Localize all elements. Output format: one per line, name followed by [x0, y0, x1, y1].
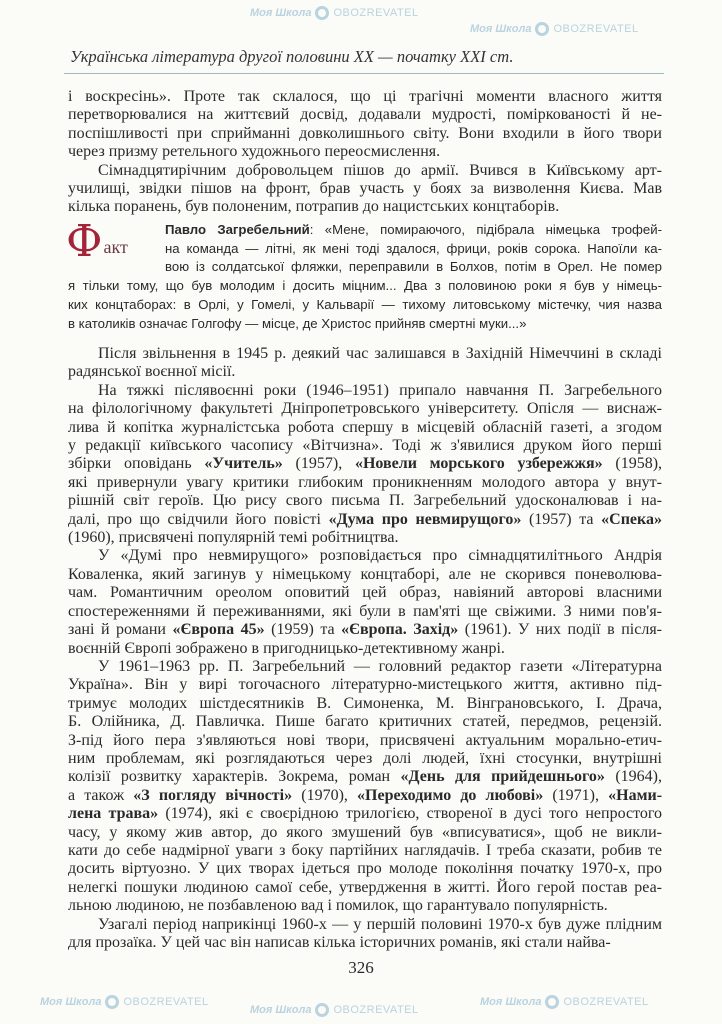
text-run: зані й романи [68, 621, 173, 639]
text-line [68, 750, 662, 768]
text-line [68, 419, 662, 437]
text-run: для прозаїка. У цей час він написав кілька історичних романів, які стали найва- [68, 934, 611, 951]
text-line [68, 455, 662, 473]
text-run: Україна». Він у вирі тогочасного літературно-мистецького життя, активно під- [68, 676, 662, 694]
text-run: досить віртуозно. У цих творах ідеться про молоде покоління початку 1970-х, про [68, 860, 662, 878]
text-line [68, 676, 662, 694]
text-run: У 1961–1963 рр. П. Загребельний — головний редактор газети «Літературна [98, 657, 662, 675]
text-run: я тільки тому, що був молодим і досить міцним... Два з половиною роки я був у німець- [68, 278, 662, 294]
text-line [68, 143, 662, 161]
text-line [68, 916, 662, 934]
text-run: (1958), [602, 455, 663, 473]
text-run: і воскресінь». Проте так склалося, що ці трагічні моменти власного життя [68, 88, 662, 105]
text-line [68, 88, 662, 106]
text-line [68, 125, 662, 143]
bold-title: «Новели морського узбережжя» [354, 455, 603, 473]
text-line [68, 437, 662, 455]
watermark [480, 995, 649, 1009]
text-run: кати до себе надмірної уваги з боку партійних наглядачів. І треба сказати, робив те [68, 841, 662, 859]
text-line [68, 529, 662, 547]
text-run: у редакції київського часопису «Вітчизна». Тоді ж з'явилися друком його перші [68, 437, 662, 455]
text-run: на команда — літні, як мені тоді здалося, фрици, років сорока. Напоїли ка- [165, 240, 662, 256]
text-run: вою із солдатської фляжки, переправили в Болхов, потім в Орел. Не помер [165, 259, 662, 275]
text-line [68, 787, 662, 805]
bold-title: лена трава» [68, 805, 159, 823]
text-run: (1960), присвячені популярній темі робітництва. [68, 529, 399, 547]
text-run: (1961). У них події в після- [458, 621, 662, 639]
text-line [68, 400, 662, 418]
bold-title: «З погляду вічності» [133, 786, 293, 804]
bold-title: Павло Загребельний [165, 222, 310, 237]
watermark-partner: OBOZREVATEL [563, 996, 649, 1008]
watermark-partner: OBOZREVATEL [333, 7, 419, 19]
text-run: в католиків означає Голгофу — місце, де Христос прийняв смертні муки...» [68, 315, 527, 331]
text-line [68, 842, 662, 860]
text-run: (1974), які є своєрідною трилогією, створеної в дусі того непростого [158, 805, 663, 823]
text-line [68, 296, 662, 315]
text-run: рішній світ героїв. Цю рису свого письма П. Загребельний удосконалював і на- [68, 492, 662, 510]
text-run: чам. Романтичним ореолом оповитий цей образ, навіяний авторові власними [68, 584, 662, 602]
text-line [68, 860, 662, 878]
fact-icon-letter: Ф [66, 216, 103, 267]
text-run: далі, про що свідчили його повісті [68, 510, 329, 528]
watermark-logo-icon [105, 995, 119, 1009]
bold-title: «День для прийдешнього» [400, 768, 605, 786]
text-run: (1957), [282, 455, 355, 473]
text-run: поспішливості при сприйманні довколишнього світу. Вони входили в його твори [68, 124, 662, 142]
text-line [68, 566, 662, 584]
watermark-logo-icon [545, 995, 559, 1009]
text-line [68, 180, 662, 198]
text-run: училищі, звідки пішов на фронт, брав участь у боях за визволення Києва. Мав [68, 180, 662, 198]
text-line [68, 584, 662, 602]
text-run: збірки оповідань [68, 455, 205, 473]
watermark-partner: OBOZREVATEL [333, 1004, 419, 1016]
watermark-brand: Моя Школа [480, 996, 542, 1008]
text-run: колізії розвитку характерів. Зокрема, роман [68, 768, 401, 786]
text-run: часу, у якому жив автор, до якого змушений був «вписуватися», щоб не викли- [68, 823, 662, 841]
text-run: Після звільнення в 1945 р. деякий час залишався в Західній Німеччині в складі [98, 345, 662, 362]
text-run: Узагалі період наприкінці 1960-х — у першій половині 1970-х був дуже плідним [98, 915, 662, 933]
text-run: Б. Олійника, Д. Павличка. Пише багато критичних статей, передмов, рецензій. [68, 713, 662, 731]
watermark-brand: Моя Школа [40, 996, 102, 1008]
text-run: лива й копітка журналістська робота спершу в місцевій обласній газеті, а згодом [68, 418, 662, 436]
watermark-brand: Моя Школа [250, 7, 312, 19]
text-line [68, 824, 662, 842]
watermark [40, 995, 209, 1009]
bold-title: «Нами- [608, 786, 663, 804]
text-line [68, 732, 662, 750]
text-run: (1971), [543, 786, 609, 804]
bold-title: «Переходимо до любові» [357, 786, 544, 804]
text-run: У «Думі про невмирущого» розповідається про сімнадцятилітнього Андрія [98, 547, 662, 565]
text-line [68, 713, 662, 731]
text-line [68, 768, 662, 786]
watermark-logo-icon [535, 22, 549, 36]
text-line [68, 658, 662, 676]
body-text [68, 345, 662, 952]
text-line [68, 345, 662, 363]
bold-title: «Спека» [601, 510, 663, 528]
text-line [68, 511, 662, 529]
text-run: перетворювалися на життєвий досвід, додавали мудрості, поміркованості й не- [68, 106, 662, 124]
text-run: (1964), [604, 768, 663, 786]
text-run: (1957) та [521, 510, 602, 528]
text-run: радянської воєнної місії. [68, 363, 236, 381]
text-run: (1959) та [264, 621, 342, 639]
text-line [68, 277, 662, 296]
text-line [68, 162, 662, 180]
fact-icon-label: акт [103, 237, 128, 257]
text-run: Коваленка, який загинув у німецькому концтаборі, але не скорився поневолюва- [68, 565, 662, 583]
intro-text [68, 88, 662, 217]
text-run: які привернули увагу критики глибоким проникненням молодого автора у внут- [68, 473, 662, 491]
text-run: спостереженнями й переживаннями, які були в пам'яті ще свіжими. З ними пов'я- [68, 602, 662, 620]
text-run: ним проблемам, які розглядаються через долі людей, їхні стосунки, внутрішні [68, 749, 662, 767]
text-line [68, 315, 662, 334]
text-line [68, 603, 662, 621]
text-run: ких концтаборах: в Орлі, у Гомелі, у Кальварії — тихому литовському містечку, чия назва [68, 296, 662, 312]
text-line [68, 547, 662, 565]
text-line [165, 221, 662, 240]
text-line [68, 805, 662, 823]
text-run: Сімнадцятирічним добровольцем пішов до армії. Вчився в Київському арт- [98, 161, 662, 179]
page-number: 326 [348, 958, 374, 977]
bold-title: «Європа 45» [172, 621, 265, 639]
bold-title: «Учитель» [204, 455, 283, 473]
text-run: воєнній Європі зображено в пригодницько-детективному жанрі. [68, 639, 505, 657]
text-run: нелегкі пошуки людиною самої себе, утвердження в житті. Його герой постав реа- [68, 878, 662, 896]
text-run: а також [68, 786, 134, 804]
text-run: кілька поранень, був полоненим, потрапив до нацистських концтаборів. [68, 198, 560, 216]
text-line [68, 474, 662, 492]
text-run: На тяжкі післявоєнні роки (1946–1951) припало навчання П. Загребельного [98, 381, 662, 399]
watermark-brand: Моя Школа [470, 23, 532, 35]
text-line [68, 492, 662, 510]
watermark-partner: OBOZREVATEL [553, 23, 639, 35]
text-line [68, 640, 662, 658]
fact-quote [66, 216, 662, 333]
bold-title: «Дума про невмирущого» [328, 510, 522, 528]
watermark [470, 22, 639, 36]
text-line [68, 695, 662, 713]
text-line [68, 198, 662, 216]
watermark [250, 6, 419, 20]
watermark [250, 1003, 419, 1017]
text-run: через призму ретельного художнього переосмислення. [68, 143, 441, 161]
running-header: Українська література другої половини XX — початку XXI ст. [70, 47, 514, 66]
text-line [68, 879, 662, 897]
text-run: на філологічному факультеті Дніпропетровського університету. Опісля — виснаж- [68, 400, 662, 418]
text-line [165, 258, 662, 277]
text-run: тримує молодих шістдесятників В. Симоненка, М. Вінграновського, І. Драча, [68, 694, 662, 712]
text-run: : «Мене, помираючого, підібрала німецька трофей- [309, 222, 662, 237]
text-line [68, 934, 662, 952]
text-run: (1970), [292, 786, 358, 804]
header-divider [64, 73, 664, 74]
watermark-partner: OBOZREVATEL [123, 996, 209, 1008]
watermark-brand: Моя Школа [250, 1004, 312, 1016]
text-line [68, 897, 662, 915]
text-line [68, 363, 662, 381]
text-line [68, 382, 662, 400]
watermark-logo-icon [315, 6, 329, 20]
text-run: льною людиною, не позбавленою вад і помилок, що гарантувало популярність. [68, 897, 608, 915]
text-line [165, 240, 662, 259]
text-run: З-під його пера з'являються нові твори, присвячені актуальним морально-етич- [68, 731, 662, 749]
text-line [68, 621, 662, 639]
text-line [68, 106, 662, 124]
watermark-logo-icon [315, 1003, 329, 1017]
bold-title: «Європа. Захід» [341, 621, 459, 639]
